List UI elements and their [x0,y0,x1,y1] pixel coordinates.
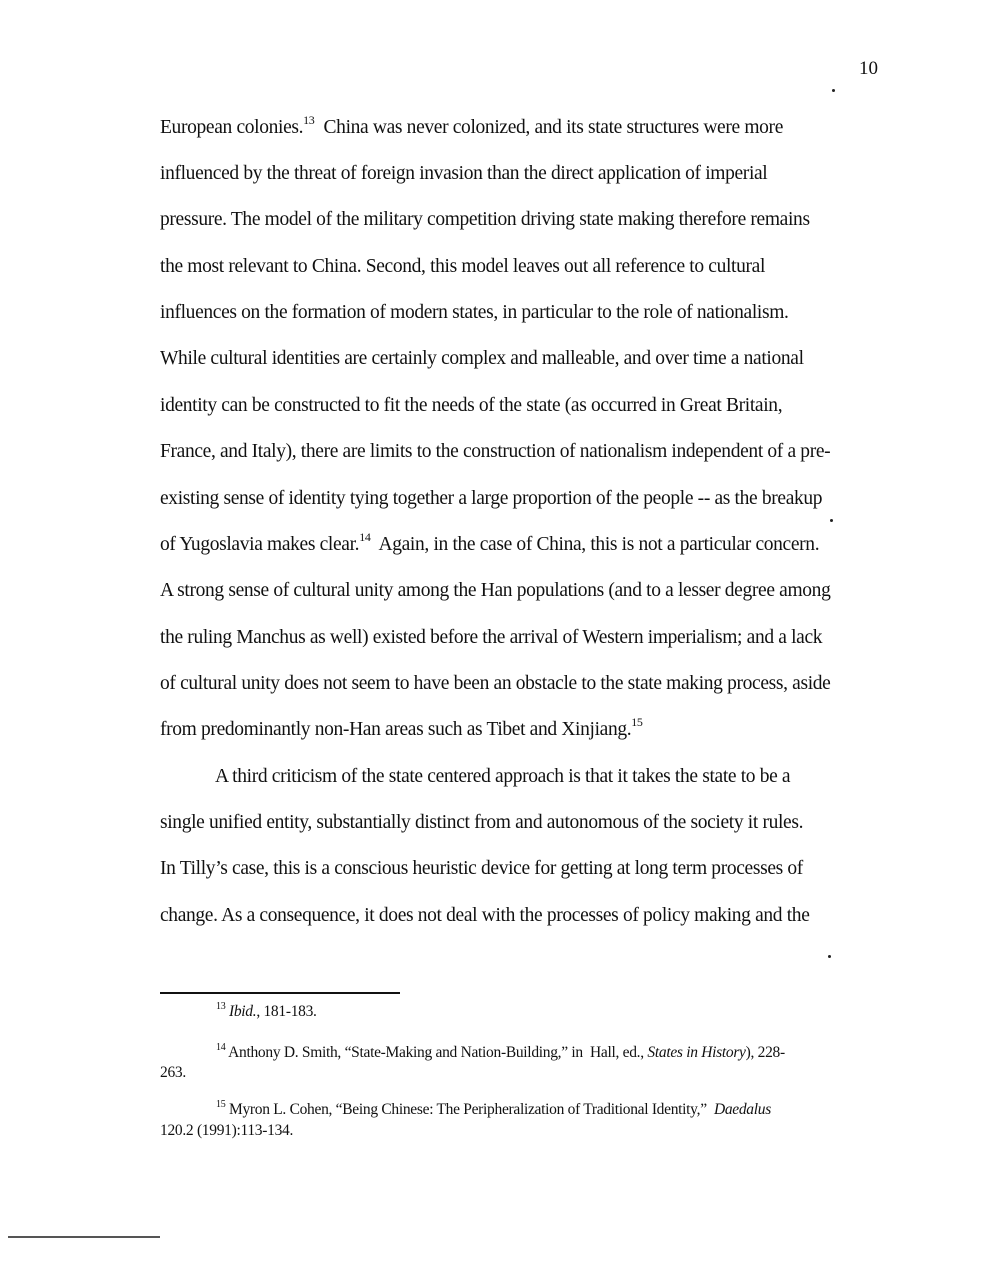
footnote-13: $^{13}$ Ibid., 181-183. [216,1001,317,1020]
scan-speck [832,89,835,92]
body-line: identity can be constructed to fit the needs of the state (as occurred in Great Britain, [160,395,783,416]
body-line: influenced by the threat of foreign invasion than the direct application of imperial [160,163,768,184]
body-line: the ruling Manchus as well) existed before the arrival of Western imperialism; and a lack [160,627,823,648]
body-line: European colonies.$^{13}$ China was never colonized, and its state structures were more [160,113,784,138]
body-line: A third criticism of the state centered approach is that it takes the state to be a [215,766,791,787]
footnote-ref-13: 13 [303,113,315,127]
footnote-ref-14: 14 [359,530,371,544]
footnote-15-continuation: 120.2 (1991):113-134. [160,1122,294,1139]
footnote-15: $^{15}$ Myron L. Cohen, “Being Chinese: The Peripheralization of Traditional Identity,” Daedalus [216,1099,771,1118]
body-line: the most relevant to China. Second, this model leaves out all reference to cultural [160,256,766,277]
body-line: influences on the formation of modern states, in particular to the role of nationalism. [160,302,789,323]
body-line: In Tilly’s case, this is a conscious heuristic device for getting at long term processes of [160,858,803,879]
body-line: existing sense of identity tying together a large proportion of the people -- as the breakup [160,488,823,509]
body-line: pressure. The model of the military competition driving state making therefore remains [160,209,810,230]
body-line: from predominantly non-Han areas such as Tibet and Xinjiang.$^{15}$ [160,715,643,740]
body-line: single unified entity, substantially distinct from and autonomous of the society it rules. [160,812,804,833]
body-line: change. As a consequence, it does not deal with the processes of policy making and the [160,905,810,926]
body-line: A strong sense of cultural unity among the Han populations (and to a lesser degree among [160,580,831,601]
scan-speck [828,955,831,958]
body-line: of Yugoslavia makes clear.$^{14}$ Again, in the case of China, this is not a particular concern. [160,530,820,555]
footnote-14-continuation: 263. [160,1064,186,1081]
body-line: While cultural identities are certainly complex and malleable, and over time a national [160,348,804,369]
page-number: 10 [859,58,878,79]
scan-speck [830,519,833,522]
footnote-ref-15: 15 [631,715,643,729]
body-line: of cultural unity does not seem to have been an obstacle to the state making process, aside [160,673,831,694]
footnote-separator [160,992,400,994]
footnote-14: $^{14}$ Anthony D. Smith, “State-Making and Nation-Building,” in Hall, ed., States in History), 228- [216,1042,785,1061]
page-edge-line [8,1236,160,1238]
body-line: France, and Italy), there are limits to the construction of nationalism independent of a pre- [160,441,831,462]
